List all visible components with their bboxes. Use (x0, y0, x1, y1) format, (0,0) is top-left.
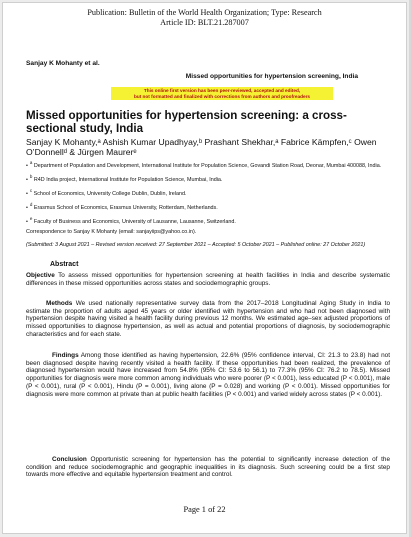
author-list: Sanjay K Mohanty,ᵃ Ashish Kumar Upadhyay,ᵇ Prashant Shekhar,ᵃ Fabrice Kämpfen,ᶜ Owen O’Donnellᵈ & Jürgen Maurerᵉ (26, 137, 377, 158)
notice-line-1: This online first version has been peer-reviewed, accepted and edited, (143, 87, 301, 93)
affiliation-item: •$^c$ School of Economics, University College Dublin, Dublin, Ireland. (26, 188, 187, 197)
abstract-findings (26, 352, 390, 398)
running-title: Missed opportunities for hypertension screening, India (185, 73, 358, 80)
affiliation-text: Erasmus School of Economics, Erasmus University, Rotterdam, Netherlands. (33, 204, 218, 211)
objective-label: Objective (26, 272, 55, 279)
affiliation-marker: b (29, 174, 33, 179)
article-title: Missed opportunities for hypertension screening: a cross-sectional study, India (26, 109, 347, 136)
affiliation-marker: e (29, 216, 33, 221)
abstract-methods (26, 300, 390, 339)
page-number: Page 1 of 22 (183, 505, 226, 514)
findings-text: Among those identified as having hypertension, 22.6% (95% confidence interval, CI: 21.3 to 23.8) had not been diagnosed despite having recently visited a health facility. If these opportunities had been realized, the prevalence of diagnosed hypertension would have increased from 54.8% (95% CI: 53.6 to 56.1) to 77.3% (95% CI: 76.2 to 78.5). Missed opportunities for diagnosis were more common among individuals who were poorer (P < 0.001), less educated (P < 0.001), male (P < 0.001), rural (P < 0.001), Hindu (P = 0.001), living alone (P = 0.028) and working (P < 0.001). Missed opportunities for diagnosis were more common at private than at public health facilities (P < 0.001) and varied widely across states (P < 0.001). (26, 352, 390, 398)
affiliation-item: •$^a$ Department of Population and Development, International Institute for Population Science, Govandi Station Road, Deonar, Mumbai 400088, India. (26, 160, 382, 169)
affiliation-marker: a (29, 160, 33, 165)
affiliation-item: •$^e$ Faculty of Business and Economics, University of Lausanne, Lausanne, Switzerland. (26, 216, 236, 225)
affiliation-item: •$^d$ Erasmus School of Economics, Erasmus University, Rotterdam, Netherlands. (26, 202, 218, 211)
abstract-conclusion (26, 456, 390, 479)
conclusion-label: Conclusion (52, 456, 87, 463)
publication-header (3, 8, 406, 28)
affiliation-item: •$^b$ R4D India project, International Institute for Population Science, Mumbai, India. (26, 174, 223, 183)
affiliation-text: R4D India project, International Institute for Population Science, Mumbai, India. (33, 176, 223, 183)
abstract-heading: Abstract (50, 261, 79, 268)
methods-label: Methods (46, 300, 73, 307)
affiliations (26, 159, 391, 236)
publication-line: Publication: Bulletin of the World Health Organization; Type: Research (87, 8, 322, 17)
conclusion-text: Opportunistic screening for hypertension has the potential to significantly increase detection of the condition and reduce sociodemographic and geographic inequalities in its diagnosis. Such screening could be a first step towards more effective and equitable hypertension treatment and control. (26, 456, 390, 479)
notice-line-2: but not formatted and finalized with corrections from authors and proofreaders (133, 93, 311, 99)
correspondence: Correspondence to Sanjay K Mohanty (email: sanjayiips@yahoo.co.in). (26, 229, 197, 235)
findings-label: Findings (52, 352, 79, 359)
abstract-objective (26, 272, 390, 287)
running-author: Sanjay K Mohanty et al. (26, 60, 100, 67)
objective-text: To assess missed opportunities for hypertension screening at health facilities in India and describe systematic differences in these missed opportunities across states and sociodemographic groups. (26, 272, 390, 287)
affiliation-text: Department of Population and Development, International Institute for Population Science, Govandi Station Road, Deonar, Mumbai 400088, India. (33, 162, 382, 169)
online-first-notice (111, 87, 333, 100)
affiliation-marker: c (29, 188, 33, 193)
submission-dates: (Submitted: 3 August 2021 – Revised version received: 27 September 2021 – Accepted: 5 October 2021 – Published online: 27 October 2021) (26, 242, 366, 248)
affiliation-text: Faculty of Business and Economics, University of Lausanne, Lausanne, Switzerland. (33, 218, 236, 225)
affiliation-marker: d (29, 202, 33, 207)
document-page (2, 2, 407, 534)
methods-text: We used nationally representative survey data from the 2017–2018 Longitudinal Aging Study in India to estimate the proportion of adults aged 45 years or older identified with hypertension and who had not been diagnosed with hypertension despite having visited a health facility during previous 12 months. We estimated age–sex adjusted proportions of missed opportunities to diagnose hypertension, as well as actual and potential proportions of diagnosis, by sociodemographic characteristics and for each state. (26, 300, 390, 338)
article-id: Article ID: BLT.21.287007 (160, 17, 249, 27)
affiliation-text: School of Economics, University College Dublin, Dublin, Ireland. (33, 190, 187, 197)
